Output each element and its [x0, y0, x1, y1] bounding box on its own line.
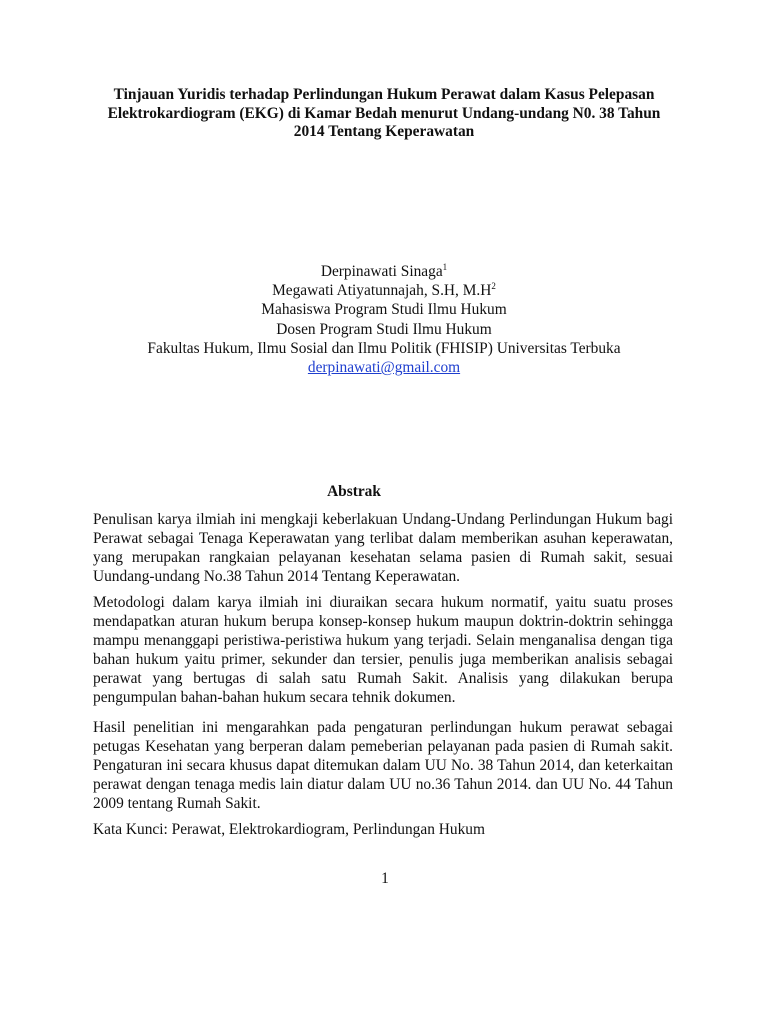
title-line-2: Elektrokardiogram (EKG) di Kamar Bedah menurut Undang-undang N0. 38 Tahun	[107, 104, 661, 122]
author-1-superscript: 1	[442, 262, 448, 272]
abstract-paragraph-2: Metodologi dalam karya ilmiah ini diuraikan secara hukum normatif, yaitu suatu proses mendapatkan aturan hukum berupa konsep-konsep hukum maupun doktrin-doktrin sehingga mampu menanggapi peristiwa-peristiwa hukum yang terjadi. Selain menganalisa dengan tiga bahan hukum yaitu primer, sekunder dan tersier, penulis juga memberikan analisis sebagai perawat yang bertugas di salah satu Rumah Sakit. Analisis yang dilakukan berupa pengumpulan bahan-bahan hukum secara tehnik dokumen.	[93, 594, 673, 706]
email-line	[90, 358, 678, 377]
author-1-name: Derpinawati Sinaga	[320, 263, 443, 280]
title-line-3: 2014 Tentang Keperawatan	[293, 123, 475, 140]
abstract-body	[93, 510, 673, 850]
abstract-paragraph-1: Penulisan karya ilmiah ini mengkaji keberlakuan Undang-Undang Perlindungan Hukum bagi Perawat sebagai Tenaga Keperawatan yang terlibat dalam memberikan asuhan keperawatan, yang merupakan rangkaian pelayanan kesehatan selama pasien di Rumah sakit, sesuai Uundang-undang No.38 Tahun 2014 Tentang Keperawatan.	[93, 511, 673, 585]
keywords-line: Kata Kunci: Perawat, Elektrokardiogram, Perlindungan Hukum	[93, 821, 485, 838]
affiliation-1: Mahasiswa Program Studi Ilmu Hukum	[261, 301, 507, 319]
paper-title	[90, 86, 678, 142]
author-block	[90, 262, 678, 377]
abstract-heading: Abstrak	[327, 483, 381, 500]
email-link[interactable]: derpinawati@gmail.com	[307, 359, 461, 377]
faculty-line: Fakultas Hukum, Ilmu Sosial dan Ilmu Politik (FHISIP) Universitas Terbuka	[147, 339, 621, 357]
page-number: 1	[381, 870, 389, 887]
author-2-name: Megawati Atiyatunnajah, S.H, M.H	[272, 282, 492, 300]
affiliation-2: Dosen Program Studi Ilmu Hukum	[276, 320, 492, 338]
title-line-1: Tinjauan Yuridis terhadap Perlindungan Hukum Perawat dalam Kasus Pelepasan	[113, 86, 655, 103]
author-1	[90, 262, 678, 281]
author-2-superscript: 2	[491, 281, 496, 292]
author-2	[90, 281, 678, 300]
abstract-paragraph-3: Hasil penelitian ini mengarahkan pada pengaturan perlindungan hukum perawat sebagai petugas Kesehatan yang berperan dalam pemeberian pelayanan pada pasien di Rumah sakit. Pengaturan ini secara khusus dapat ditemukan dalam UU No. 38 Tahun 2014, dan keterkaitan perawat dengan tenaga medis lain diatur dalam UU no.36 Tahun 2014. dan UU No. 44 Tahun 2009 tentang Rumah Sakit.	[93, 719, 673, 812]
